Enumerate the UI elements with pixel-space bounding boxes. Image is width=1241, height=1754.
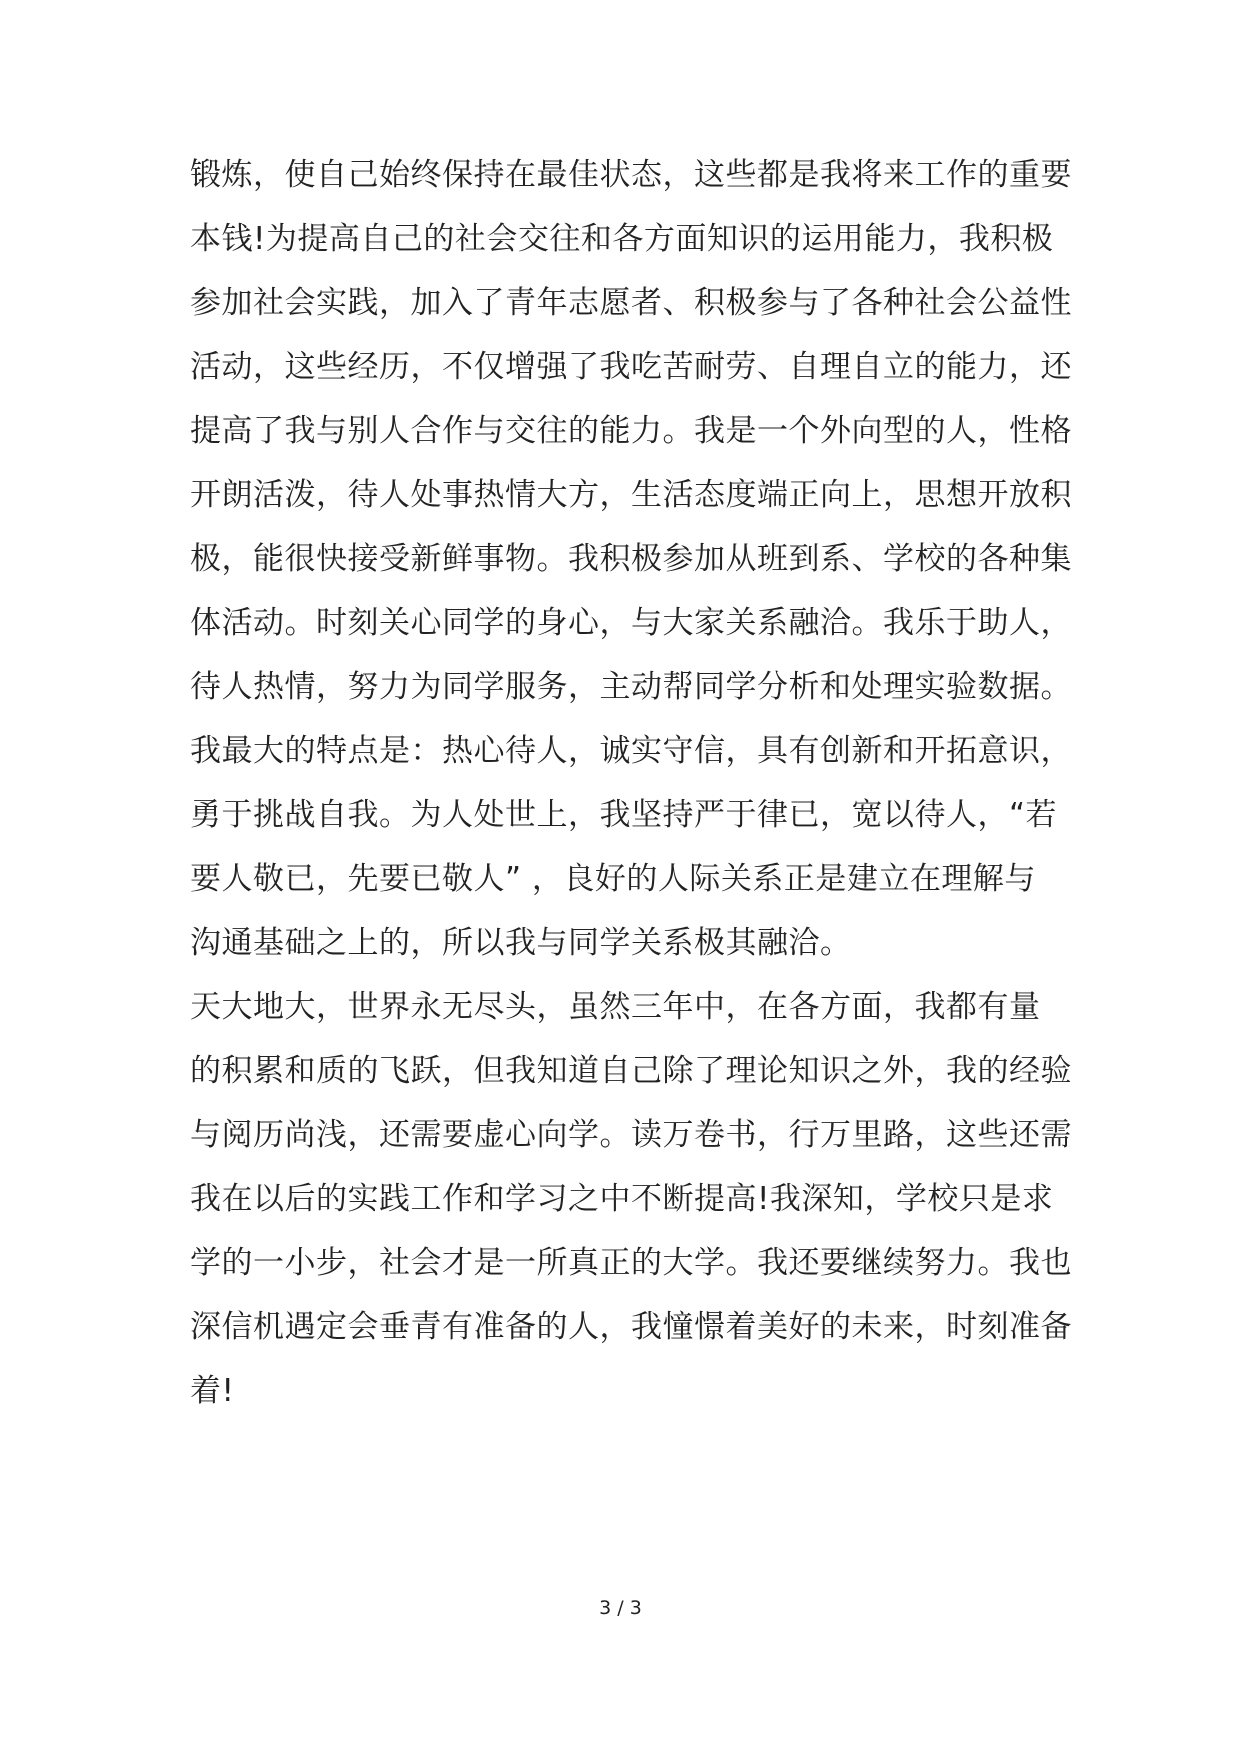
text-line: 天大地大，世界永无尽头，虽然三年中，在各方面，我都有量 xyxy=(190,989,1041,1025)
text-line: 体活动。时刻关心同学的身心，与大家关系融洽。我乐于助人， xyxy=(190,605,1072,641)
text-line: 我在以后的实践工作和学习之中不断提高!我深知，学校只是求 xyxy=(190,1181,1054,1217)
text-line: 学的一小步，社会才是一所真正的大学。我还要继续努力。我也 xyxy=(190,1245,1072,1281)
text-line: 与阅历尚浅，还需要虚心向学。读万卷书，行万里路，这些还需 xyxy=(190,1117,1072,1153)
text-line: 待人热情，努力为同学服务，主动帮同学分析和处理实验数据。 xyxy=(190,669,1072,705)
body-text xyxy=(190,155,1070,1435)
text-line: 开朗活泼，待人处事热情大方，生活态度端正向上，思想开放积 xyxy=(190,477,1072,513)
page-number: 3 / 3 xyxy=(599,1597,642,1619)
text-line: 锻炼，使自己始终保持在最佳状态，这些都是我将来工作的重要 xyxy=(190,157,1072,193)
text-line: 勇于挑战自我。为人处世上，我坚持严于律已，宽以待人，“若 xyxy=(190,797,1058,833)
text-line: 沟通基础之上的，所以我与同学关系极其融洽。 xyxy=(190,925,852,961)
text-line: 着! xyxy=(190,1373,235,1409)
text-line: 要人敬已，先要已敬人” ，良好的人际关系正是建立在理解与 xyxy=(190,861,1036,897)
text-line: 的积累和质的飞跃，但我知道自己除了理论知识之外，我的经验 xyxy=(190,1053,1072,1089)
text-line: 参加社会实践，加入了青年志愿者、积极参与了各种社会公益性 xyxy=(190,285,1072,321)
text-line: 提高了我与别人合作与交往的能力。我是一个外向型的人，性格 xyxy=(190,413,1072,449)
text-line: 极，能很快接受新鲜事物。我积极参加从班到系、学校的各种集 xyxy=(190,541,1072,577)
text-line: 深信机遇定会垂青有准备的人，我憧憬着美好的未来，时刻准备 xyxy=(190,1309,1072,1345)
text-line: 本钱!为提高自己的社会交往和各方面知识的运用能力，我积极 xyxy=(190,221,1054,257)
text-line: 我最大的特点是：热心待人，诚实守信，具有创新和开拓意识， xyxy=(190,733,1072,769)
text-line: 活动，这些经历，不仅增强了我吃苦耐劳、自理自立的能力，还 xyxy=(190,349,1072,385)
